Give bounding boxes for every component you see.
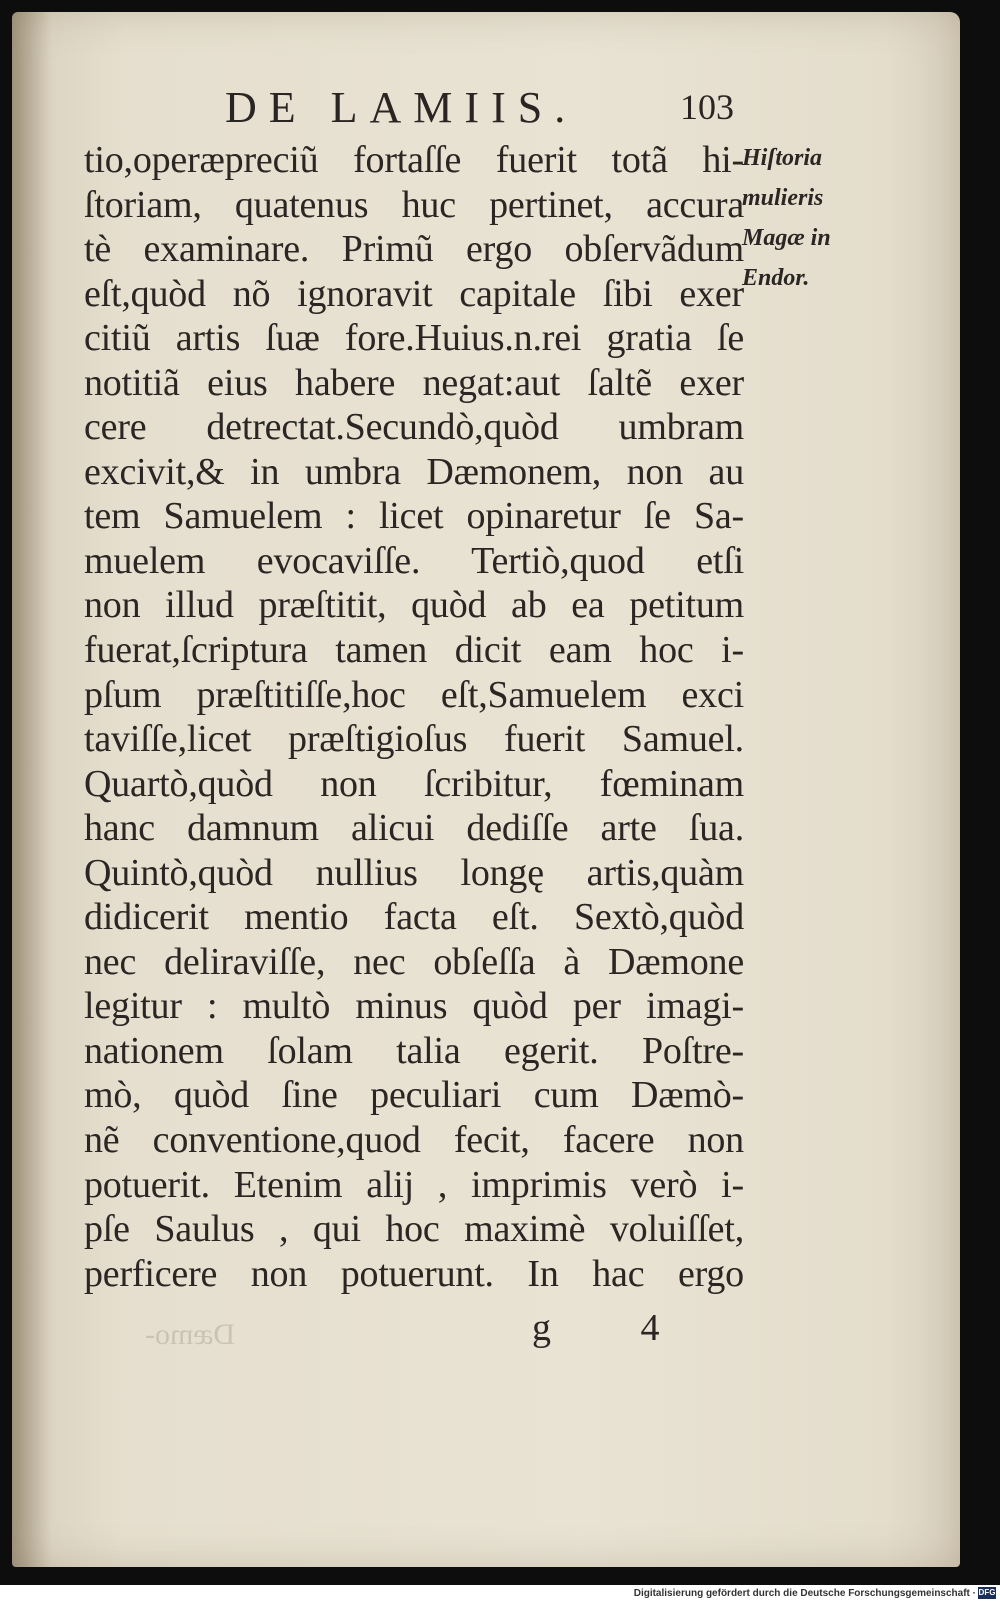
text-line: mò, quòd ſine peculiari cum Dæmò- — [84, 1074, 744, 1117]
text-line: didicerit mentio facta eſt. Sextò,quòd — [84, 896, 744, 939]
footer-bar — [0, 1585, 1000, 1601]
signature-mark: g 4 — [532, 1307, 700, 1349]
text-line: nec deliraviſſe, nec obſeſſa à Dæmone — [84, 940, 744, 983]
text-line: tè examinare. Primũ ergo obſervãdum — [84, 228, 744, 271]
text-line: perficere non potuerunt. In hac ergo — [84, 1252, 744, 1295]
text-line: fuerat,ſcriptura tamen dicit eam hoc i- — [84, 629, 744, 672]
marginal-note-line: mulieris — [742, 185, 824, 211]
text-line: potuerit. Etenim alij , imprimis verò i- — [84, 1163, 744, 1206]
text-line: eſt,quòd nõ ignoravit capitale ſibi exer — [84, 272, 744, 315]
text-line: notitiã eius habere negat:aut ſaltẽ exer — [84, 361, 744, 404]
text-line: Quintò,quòd nullius longę artis,quàm — [84, 851, 744, 894]
marginal-note-line: Hiſtoria — [742, 145, 823, 171]
running-head: DE LAMIIS. — [225, 83, 578, 132]
text-line: hanc damnum alicui dediſſe arte ſua. — [84, 807, 744, 850]
text-line: excivit,& in umbra Dæmonem, non au — [84, 450, 744, 493]
text-line: nẽ conventione,quod fecit, facere non — [84, 1119, 744, 1162]
text-line: legitur : multò minus quòd per imagi- — [84, 985, 744, 1028]
footer-credit: Digitalisierung gefördert durch die Deutsche Forschungsgemeinschaft · — [633, 1587, 976, 1599]
bleed-through-text: Dæmo- — [145, 1318, 235, 1348]
text-line: citiũ artis ſuæ fore.Huius.n.rei gratia ſe — [84, 317, 744, 360]
gutter-shadow — [12, 12, 52, 1567]
text-line: muelem evocaviſſe. Tertiò,quod etſi — [84, 539, 744, 582]
text-line: nationem ſolam talia egerit. Poſtre- — [84, 1029, 744, 1072]
body-text — [84, 138, 744, 1296]
text-line: non illud præſtitit, quòd ab ea petitum — [84, 584, 744, 627]
text-line: tem Samuelem : licet opinaretur ſe Sa- — [84, 495, 744, 538]
text-line: cere detrectat.Secundò,quòd umbram — [84, 406, 744, 449]
page-number: 103 — [680, 87, 734, 127]
text-line: ſtoriam, quatenus huc pertinet, accura — [84, 183, 744, 226]
marginal-note-line: Magæ in — [742, 225, 831, 251]
text-line: tio,operæpreciũ fortaſſe fuerit totã hi- — [84, 139, 744, 181]
text-line: Quartò,quòd non ſcribitur, fœminam — [84, 762, 744, 805]
text-line: pſe Saulus , qui hoc maximè voluiſſet, — [84, 1208, 744, 1251]
dfg-logo: DFG — [978, 1588, 996, 1597]
marginal-note — [742, 138, 862, 298]
text-line: taviſſe,licet præſtigioſus fuerit Samuel. — [84, 718, 744, 761]
text-line: pſum præſtitiſſe,hoc eſt,Samuelem exci — [84, 673, 744, 716]
marginal-note-line: Endor. — [742, 265, 810, 291]
